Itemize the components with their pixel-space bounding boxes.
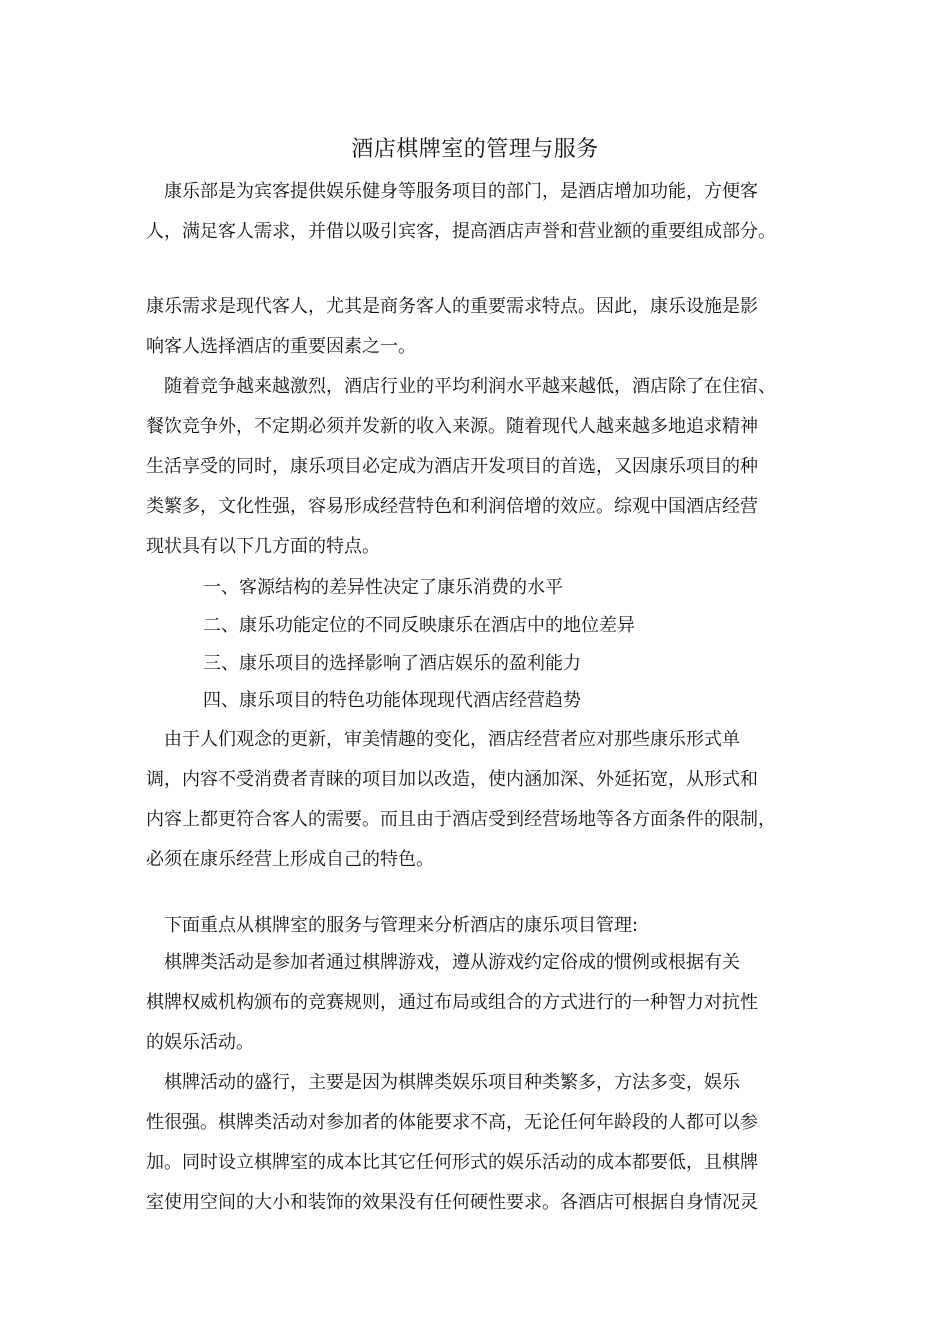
paragraph-chess-popularity: [146, 1063, 826, 1223]
document-title: 酒店棋牌室的管理与服务: [351, 137, 599, 162]
paragraph-line: 由于人们观念的更新，审美情趣的变化，酒店经营者应对那些康乐形式单: [146, 729, 740, 750]
paragraph-line: 内容上都更符合客人的需要。而且由于酒店受到经营场地等各方面条件的限制，: [146, 809, 776, 830]
paragraph-line: 类繁多，文化性强，容易形成经营特色和利润倍增的效应。综观中国酒店经营: [146, 496, 758, 517]
paragraph-line: 现状具有以下几方面的特点。: [146, 536, 380, 557]
paragraph-intro: [146, 172, 826, 252]
paragraph-demand: [146, 287, 826, 367]
paragraph-line: 响客人选择酒店的重要因素之一。: [146, 336, 416, 357]
paragraph-line: 必须在康乐经营上形成自己的特色。: [146, 849, 434, 870]
list-item: 二、康乐功能定位的不同反映康乐在酒店中的地位差异: [203, 615, 635, 636]
paragraph-line: 随着竞争越来越激烈，酒店行业的平均利润水平越来越低，酒店除了在住宿、: [146, 376, 776, 397]
paragraph-line: 的娱乐活动。: [146, 1032, 254, 1053]
paragraph-line: 下面重点从棋牌室的服务与管理来分析酒店的康乐项目管理:: [146, 915, 639, 936]
paragraph-line: 餐饮竞争外，不定期必须并发新的收入来源。随着现代人越来越多地追求精神: [146, 416, 758, 437]
list-item: 一、客源结构的差异性决定了康乐消费的水平: [203, 577, 563, 598]
paragraph-line: 调，内容不受消费者青睐的项目加以改造，使内涵加深、外延拓宽，从形式和: [146, 769, 758, 790]
paragraph-line: 棋牌权威机构颁布的竞赛规则，通过布局或组合的方式进行的一种智力对抗性: [146, 992, 758, 1013]
paragraph-line: 加。同时设立棋牌室的成本比其它任何形式的娱乐活动的成本都要低，且棋牌: [146, 1152, 758, 1173]
paragraph-line: 人，满足客人需求，并借以吸引宾客，提高酒店声誉和营业额的重要组成部分。: [146, 221, 776, 242]
paragraph-line: 棋牌类活动是参加者通过棋牌游戏，遵从游戏约定俗成的惯例或根据有关: [146, 952, 740, 973]
paragraph-line: 室使用空间的大小和装饰的效果没有任何硬性要求。各酒店可根据自身情况灵: [146, 1192, 758, 1213]
paragraph-line: 棋牌活动的盛行，主要是因为棋牌类娱乐项目种类繁多，方法多变，娱乐: [146, 1072, 740, 1093]
list-item: 四、康乐项目的特色功能体现现代酒店经营趋势: [203, 690, 581, 711]
paragraph-line: 生活享受的同时，康乐项目必定成为酒店开发项目的首选，又因康乐项目的种: [146, 456, 758, 477]
paragraph-focus: [146, 906, 826, 946]
paragraph-competition: [146, 367, 826, 567]
paragraph-line: 性很强。棋牌类活动对参加者的体能要求不高，无论任何年龄段的人都可以参: [146, 1112, 758, 1133]
paragraph-line: 康乐需求是现代客人，尤其是商务客人的重要需求特点。因此，康乐设施是影: [146, 296, 758, 317]
paragraph-chess-definition: [146, 943, 826, 1063]
paragraph-line: 康乐部是为宾客提供娱乐健身等服务项目的部门，是酒店增加功能，方便客: [146, 181, 758, 202]
list-item: 三、康乐项目的选择影响了酒店娱乐的盈利能力: [203, 653, 581, 674]
paragraph-renewal: [146, 720, 826, 880]
